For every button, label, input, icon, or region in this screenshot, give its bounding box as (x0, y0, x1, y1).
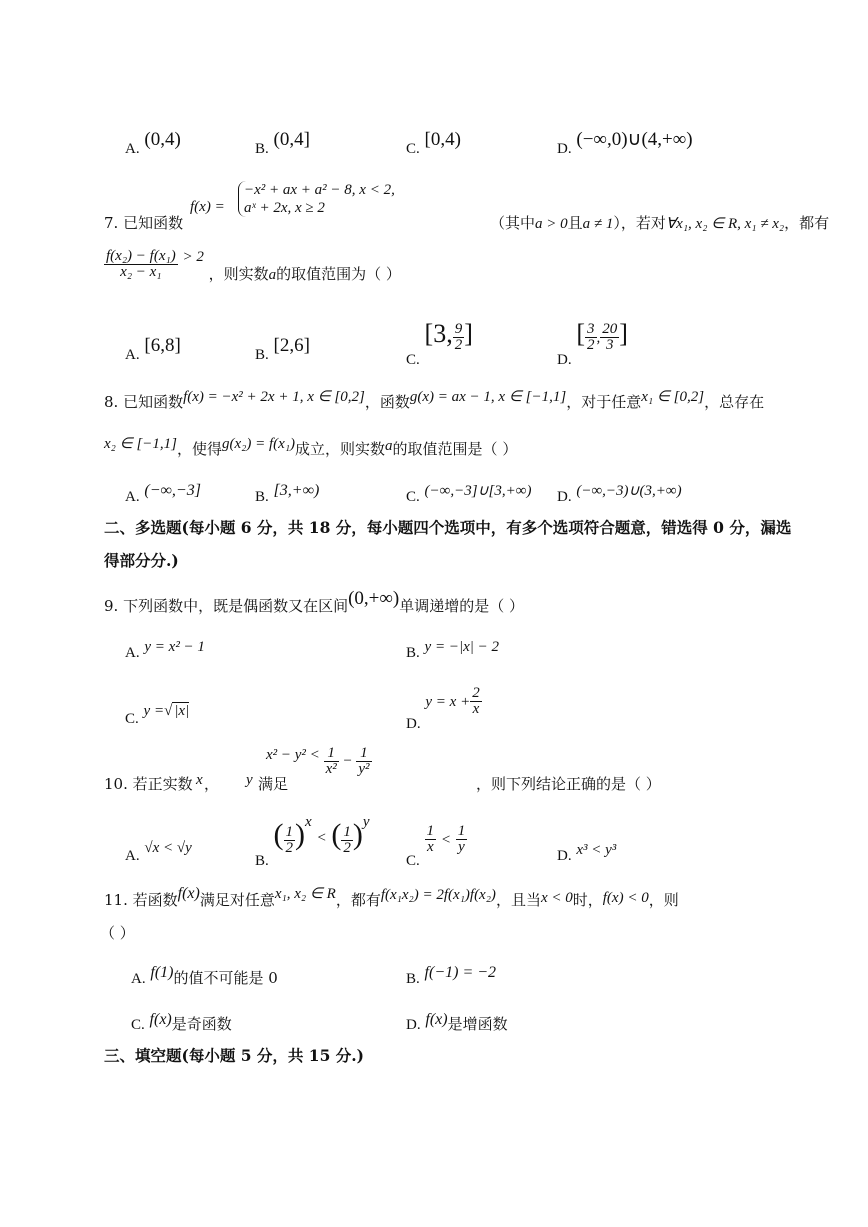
option-expr: (0,4] (273, 129, 310, 150)
option-expr: (−∞,0)∪(4,+∞) (576, 129, 693, 150)
section-2-heading-cont: 得部分分.) (104, 551, 179, 570)
q10-option-c: C. $\frac{1}{x}$ < $\frac{1}{y}$ (406, 823, 466, 869)
option-label: B. (255, 141, 269, 157)
q7-case2: aˣ + 2x, x ≥ 2 (244, 200, 325, 216)
q8-g-expr: g(x) = ax − 1, x ∈ [−1,1] (409, 389, 567, 405)
q10-option-a: A. √x < √y (125, 840, 192, 864)
q7-option-c: C. [3, $\frac{9}{2}$ ] (406, 318, 473, 368)
q7-lead: 7. 已知函数 (104, 214, 184, 232)
q9-option-a: A. y = x² − 1 (125, 639, 205, 661)
option-expr: [0,4) (424, 129, 461, 150)
q8-stem-line2: x₂ ∈ [−1,1]，使得g(x₂) = f(x₁)成立，则实数a的取值范围是（ ） (104, 436, 518, 458)
q8-option-d: D. (−∞,−3)∪(3,+∞) (557, 483, 682, 505)
q7-fraction: $\frac{\text{f(x₂) − f(x₁)}}{\text{x₂ − x₁}}$ (106, 248, 176, 280)
q11-option-b: B. f(−1) = −2 (406, 964, 497, 987)
q9-stem: 9. 下列函数中，既是偶函数又在区间(0,+∞)单调递增的是（ ） (104, 588, 525, 615)
q6-option-d (557, 129, 693, 159)
q8-option-c: C. (−∞,−3]∪[3,+∞) (406, 483, 532, 505)
q7-option-a: A. [6,8] (125, 335, 181, 363)
section-3-heading: 三、填空题(每小题 5 分，共 15 分.) (104, 1046, 365, 1065)
q6-option-b (255, 129, 310, 159)
q8-stem-line1: 8. 已知函数f(x) = −x² + 2x + 1, x ∈ [0,2]，函数g(x) = ax − 1, x ∈ [−1,1]，对于任意x₁ ∈ [0,2]，总存在 (104, 389, 765, 411)
q8-f-expr: f(x) = −x² + 2x + 1, x ∈ [0,2] (183, 389, 365, 405)
q7-option-b: B. [2,6] (255, 335, 310, 363)
q11-stem-line2: （ ） (100, 924, 135, 942)
q10-option-d: D. x³ < y³ (557, 842, 617, 864)
option-label: D. (557, 141, 572, 157)
q7-option-d: D. [ $\frac{3}{2}$ , $\frac{20}{3}$ ] (557, 318, 628, 368)
q11-option-a: A. f(1)的值不可能是 0 (131, 964, 278, 987)
q9-option-c: C. y =√ |x| (125, 703, 190, 727)
q11-option-c: C. f(x)是奇函数 (131, 1011, 232, 1033)
option-expr: (0,4) (144, 129, 181, 150)
q6-option-a (125, 129, 181, 159)
q8-option-b: B. [3,+∞) (255, 482, 320, 505)
q11-stem-line1: 11. 若函数f(x)满足对任意x₁, x₂ ∈ R，都有f(x₁x₂) = 2f(x₁)f(x₂)，且当x < 0时，f(x) < 0，则 (104, 885, 679, 909)
q7-fx: f(x) = (190, 199, 225, 215)
q7-case1: −x² + ax + a² − 8, x < 2, (244, 182, 395, 198)
section-2-heading: 二、多选题(每小题 6 分，共 18 分，每小题四个选项中，有多个选项符合题意，错选得 0 分，漏选 (104, 518, 792, 537)
q7-condition: （其中a > 0且a ≠ 1），若对∀x₁, x₂ ∈ R, x₁ ≠ x₂，都有 (490, 214, 830, 232)
q7-piecewise (238, 181, 395, 217)
q9-option-d: D. y = x + $\frac{2}{x}$ (406, 685, 480, 732)
q6-option-c (406, 129, 461, 159)
q10-option-b: B. ( $\frac{1}{2}$ )$^x$ < ( $\frac{1}{2}$ )$^y$ (255, 814, 370, 869)
q7-forall: ∀x₁, x₂ ∈ R, x₁ ≠ x₂ (665, 216, 785, 232)
q8-option-a: A. (−∞,−3] (125, 482, 201, 505)
q9-option-b: B. y = −|x| − 2 (406, 639, 499, 661)
option-label: C. (406, 141, 420, 157)
q7-stem-line2: $\frac{\text{f(x₂) − f(x₁)}}{\text{x₂ − x₁}}$ > 2 ，则实数a的取值范围为（ ） (106, 248, 401, 283)
option-label: A. (125, 141, 140, 157)
q11-option-d: D. f(x)是增函数 (406, 1011, 508, 1033)
